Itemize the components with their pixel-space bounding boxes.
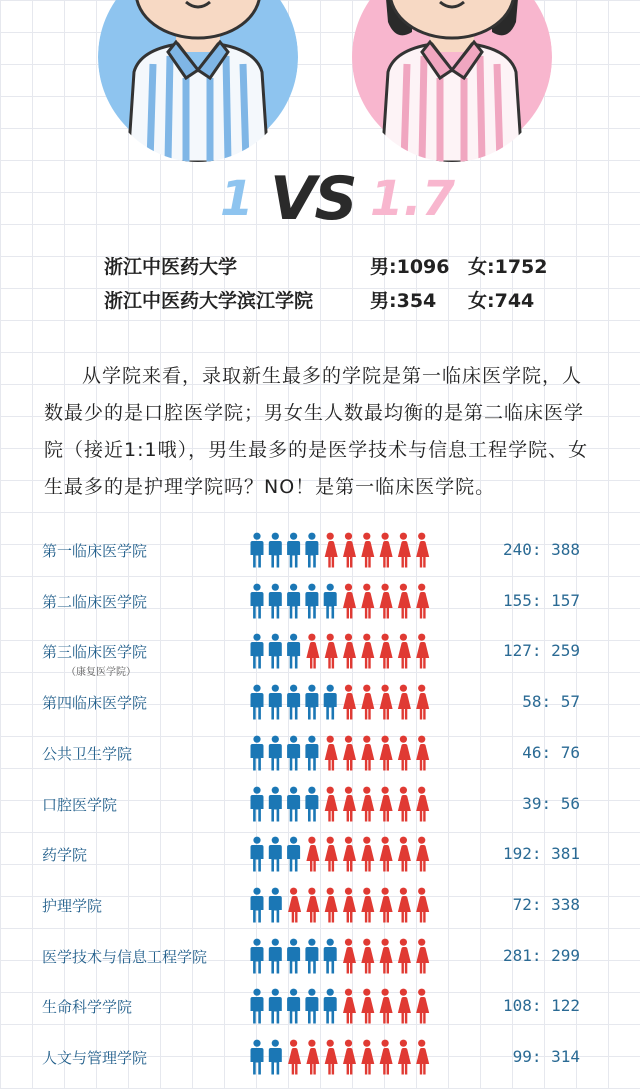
male-figure-icon bbox=[324, 583, 337, 618]
gender-ratio-figures bbox=[249, 1039, 433, 1079]
college-ratio: 155: 157 bbox=[502, 590, 580, 610]
female-figure-icon bbox=[343, 887, 356, 922]
college-row bbox=[0, 887, 640, 937]
male-figure-icon bbox=[269, 887, 282, 922]
male-figure-icon bbox=[269, 1040, 282, 1075]
female-figure-icon bbox=[306, 837, 319, 872]
stat-male-count: 男:1096 bbox=[370, 256, 450, 278]
female-figure-icon bbox=[416, 837, 429, 872]
male-figure-icon bbox=[324, 685, 337, 720]
female-figure-icon bbox=[361, 887, 374, 922]
vs-text: VS bbox=[270, 164, 356, 234]
college-row bbox=[0, 786, 640, 836]
male-figure-icon bbox=[251, 786, 264, 821]
female-figure-icon bbox=[398, 685, 411, 720]
gender-ratio-figures bbox=[249, 583, 433, 623]
girl-avatar-icon bbox=[352, 0, 552, 162]
college-ratio: 99: 314 bbox=[512, 1047, 580, 1066]
male-figure-icon bbox=[305, 583, 318, 618]
female-figure-icon bbox=[380, 533, 393, 568]
female-figure-icon bbox=[398, 786, 411, 821]
college-name: 公共卫生学院 bbox=[42, 744, 133, 763]
male-figure-icon bbox=[305, 735, 318, 770]
female-figure-icon bbox=[398, 1040, 411, 1075]
male-figure-icon bbox=[324, 938, 337, 973]
college-row bbox=[0, 1039, 640, 1089]
male-figure-icon bbox=[287, 735, 300, 770]
female-figure-icon bbox=[343, 786, 356, 821]
female-figure-icon bbox=[361, 583, 374, 618]
female-figure-icon bbox=[325, 533, 338, 568]
female-figure-icon bbox=[416, 1040, 429, 1075]
female-figure-icon bbox=[343, 938, 356, 973]
male-figure-icon bbox=[251, 989, 264, 1024]
college-name: 人文与管理学院 bbox=[42, 1049, 148, 1067]
college-row bbox=[0, 633, 640, 683]
female-figure-icon bbox=[361, 634, 374, 669]
female-figure-icon bbox=[343, 735, 356, 770]
male-figure-icon bbox=[287, 938, 300, 973]
gender-ratio-figures bbox=[249, 836, 433, 876]
college-name: 口腔医学院 bbox=[42, 795, 118, 814]
college-row bbox=[0, 684, 640, 734]
female-figure-icon bbox=[380, 989, 393, 1024]
college-name: 药学院 bbox=[42, 846, 88, 865]
female-figure-icon bbox=[325, 1040, 338, 1075]
male-figure-icon bbox=[251, 938, 264, 973]
female-figure-icon bbox=[325, 887, 338, 922]
intro-paragraph: 从学院来看，录取新生最多的学院是第一临床医学院，人数最少的是口腔医学院；男女生人数最均衡的是第二临床医学院（接近1:1哦），男生最多的是医学技术与信息工程学院、女生最多的是护理学院吗？NO！是第一临床医学院。 bbox=[44, 365, 589, 498]
male-figure-icon bbox=[324, 989, 337, 1024]
female-figure-icon bbox=[343, 837, 356, 872]
male-figure-icon bbox=[269, 735, 282, 770]
college-ratio: 192: 381 bbox=[502, 844, 580, 864]
college-ratio: 58: 57 bbox=[522, 692, 580, 712]
college-name: 生命科学学院 bbox=[42, 998, 133, 1017]
college-row bbox=[0, 988, 640, 1038]
gender-ratio-figures bbox=[249, 532, 433, 572]
male-figure-icon bbox=[269, 583, 282, 618]
male-figure-icon bbox=[287, 786, 300, 821]
female-figure-icon bbox=[416, 989, 429, 1024]
college-ratio: 281: 299 bbox=[502, 945, 580, 965]
boy-avatar-icon bbox=[98, 0, 298, 162]
male-figure-icon bbox=[287, 989, 300, 1024]
male-figure-icon bbox=[287, 583, 300, 618]
male-figure-icon bbox=[251, 685, 264, 720]
college-name: 第四临床医学院 bbox=[42, 694, 148, 713]
female-figure-icon bbox=[416, 938, 429, 973]
college-ratio: 240: 388 bbox=[502, 540, 580, 559]
female-figure-icon bbox=[398, 533, 411, 568]
college-name: 第三临床医学院 bbox=[42, 643, 148, 662]
female-figure-icon bbox=[398, 735, 411, 770]
gender-ratio-figures bbox=[249, 684, 433, 724]
college-row bbox=[0, 735, 640, 785]
college-subtitle: （康复医学院） bbox=[66, 667, 136, 679]
female-figure-icon bbox=[325, 786, 338, 821]
female-figure-icon bbox=[416, 685, 429, 720]
college-ratio: 39: 56 bbox=[522, 793, 580, 813]
male-figure-icon bbox=[269, 837, 282, 872]
college-ratio: 127: 259 bbox=[502, 641, 580, 661]
female-figure-icon bbox=[343, 989, 356, 1024]
male-figure-icon bbox=[251, 1040, 264, 1075]
male-figure-icon bbox=[251, 837, 264, 872]
female-figure-icon bbox=[361, 938, 374, 973]
stat-school-name: 浙江中医药大学滨江学院 bbox=[104, 290, 314, 312]
college-name: 第二临床医学院 bbox=[42, 592, 148, 611]
male-figure-icon bbox=[269, 989, 282, 1024]
male-figure-icon bbox=[269, 786, 282, 821]
male-figure-icon bbox=[251, 634, 264, 669]
female-figure-icon bbox=[361, 735, 374, 770]
college-row bbox=[0, 532, 640, 582]
female-figure-icon bbox=[361, 837, 374, 872]
female-figure-icon bbox=[325, 837, 338, 872]
stat-school-name: 浙江中医药大学 bbox=[104, 256, 238, 278]
college-row bbox=[0, 583, 640, 633]
female-figure-icon bbox=[361, 1040, 374, 1075]
female-figure-icon bbox=[343, 685, 356, 720]
female-figure-icon bbox=[398, 989, 411, 1024]
female-figure-icon bbox=[416, 634, 429, 669]
female-figure-icon bbox=[361, 786, 374, 821]
female-figure-icon bbox=[416, 735, 429, 770]
female-figure-icon bbox=[380, 583, 393, 618]
female-figure-icon bbox=[380, 685, 393, 720]
male-figure-icon bbox=[287, 837, 300, 872]
college-ratio: 46: 76 bbox=[522, 742, 580, 762]
male-figure-icon bbox=[305, 786, 318, 821]
female-figure-icon bbox=[380, 735, 393, 770]
female-figure-icon bbox=[288, 1040, 301, 1075]
female-figure-icon bbox=[306, 887, 319, 922]
female-figure-icon bbox=[380, 887, 393, 922]
female-figure-icon bbox=[398, 938, 411, 973]
male-figure-icon bbox=[287, 533, 300, 568]
male-figure-icon bbox=[305, 989, 318, 1024]
college-name: 医学技术与信息工程学院 bbox=[42, 947, 208, 966]
female-figure-icon bbox=[416, 583, 429, 618]
female-figure-icon bbox=[325, 634, 338, 669]
college-ratio: 72: 338 bbox=[512, 894, 580, 914]
male-figure-icon bbox=[287, 634, 300, 669]
female-figure-icon bbox=[398, 887, 411, 922]
gender-ratio-figures bbox=[249, 938, 433, 978]
college-ratio: 108: 122 bbox=[502, 996, 580, 1016]
college-row bbox=[0, 938, 640, 988]
male-figure-icon bbox=[287, 685, 300, 720]
female-figure-icon bbox=[343, 1040, 356, 1075]
male-figure-icon bbox=[269, 685, 282, 720]
male-figure-icon bbox=[251, 533, 264, 568]
stat-male-count: 男:354 bbox=[370, 290, 437, 312]
male-figure-icon bbox=[251, 735, 264, 770]
female-figure-icon bbox=[380, 837, 393, 872]
college-name: 护理学院 bbox=[42, 896, 103, 915]
male-figure-icon bbox=[269, 533, 282, 568]
male-figure-icon bbox=[305, 938, 318, 973]
stat-female-count: 女:1752 bbox=[468, 256, 548, 278]
male-figure-icon bbox=[305, 685, 318, 720]
male-figure-icon bbox=[269, 634, 282, 669]
female-figure-icon bbox=[398, 583, 411, 618]
gender-ratio-figures bbox=[249, 633, 433, 673]
female-figure-icon bbox=[343, 533, 356, 568]
female-figure-icon bbox=[343, 634, 356, 669]
college-row bbox=[0, 836, 640, 886]
ratio-banner bbox=[0, 164, 640, 234]
female-figure-icon bbox=[306, 634, 319, 669]
female-figure-icon bbox=[416, 887, 429, 922]
male-figure-icon bbox=[251, 887, 264, 922]
female-figure-icon bbox=[343, 583, 356, 618]
male-figure-icon bbox=[251, 583, 264, 618]
boy-ratio-number: 1 bbox=[220, 171, 254, 227]
female-figure-icon bbox=[380, 786, 393, 821]
college-name: 第一临床医学院 bbox=[42, 542, 148, 560]
female-figure-icon bbox=[380, 634, 393, 669]
female-figure-icon bbox=[288, 887, 301, 922]
male-figure-icon bbox=[305, 533, 318, 568]
gender-ratio-figures bbox=[249, 887, 433, 927]
gender-ratio-figures bbox=[249, 786, 433, 826]
female-figure-icon bbox=[380, 1040, 393, 1075]
female-figure-icon bbox=[416, 533, 429, 568]
gender-ratio-figures bbox=[249, 735, 433, 775]
female-figure-icon bbox=[361, 685, 374, 720]
gender-ratio-figures bbox=[249, 988, 433, 1028]
female-figure-icon bbox=[398, 837, 411, 872]
stat-female-count: 女:744 bbox=[468, 290, 535, 312]
female-figure-icon bbox=[416, 786, 429, 821]
female-figure-icon bbox=[361, 533, 374, 568]
female-figure-icon bbox=[380, 938, 393, 973]
girl-ratio-number: 1.7 bbox=[370, 171, 456, 227]
female-figure-icon bbox=[306, 1040, 319, 1075]
female-figure-icon bbox=[325, 735, 338, 770]
female-figure-icon bbox=[361, 989, 374, 1024]
male-figure-icon bbox=[269, 938, 282, 973]
female-figure-icon bbox=[398, 634, 411, 669]
